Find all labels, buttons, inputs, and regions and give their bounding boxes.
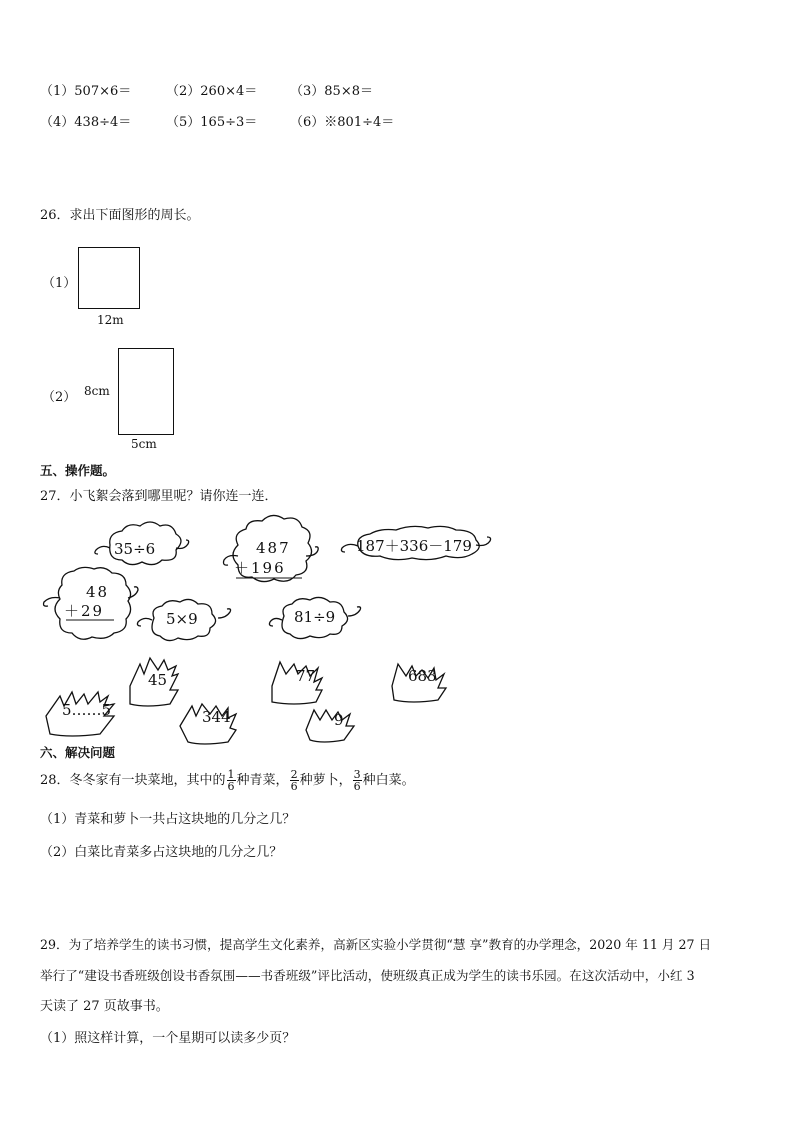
section-title: 五、操作题。 xyxy=(40,463,116,478)
cloud-expression: 187＋336－179 xyxy=(356,537,472,555)
section-title: 六、解决问题 xyxy=(40,745,116,760)
cloud-expression: 487 xyxy=(256,539,291,557)
fraction xyxy=(353,769,362,792)
grass-number: 344 xyxy=(202,708,231,726)
fig2-label: （2） xyxy=(42,390,77,405)
cloud-expression: ＋196 xyxy=(234,559,286,577)
fraction-numerator: 2 xyxy=(290,768,298,781)
rect-height-label: 8cm xyxy=(84,384,110,398)
q29-stem-line: 天读了 27 页故事书。 xyxy=(40,999,169,1014)
q28-subquestion: （1）青菜和萝卜一共占这块地的几分之几？ xyxy=(40,812,296,827)
fraction xyxy=(290,769,299,792)
cloud-stem xyxy=(218,609,231,618)
q28-prefix: 28．冬冬家有一块菜地，其中的 xyxy=(40,773,226,788)
cloud-expression: ＋29 xyxy=(64,602,105,620)
q28-stem xyxy=(40,768,415,794)
q27-title: 27．小飞絮会落到哪里呢？请你连一连． xyxy=(40,489,278,504)
cloud-expression: 35÷6 xyxy=(114,540,156,558)
cloud-expression: 81÷9 xyxy=(294,608,336,626)
cloud-expression: 48 xyxy=(86,583,110,601)
calc-item: （6）※801÷4＝ xyxy=(290,115,395,130)
square-side-label: 12m xyxy=(97,313,124,327)
fraction-numerator: 1 xyxy=(227,768,235,781)
grass-number: 45 xyxy=(148,671,168,689)
fraction-denominator: 6 xyxy=(353,780,361,793)
rect-width-label: 5cm xyxy=(131,437,157,451)
grass-number: 683 xyxy=(408,667,437,685)
q29-stem-line: 举行了“建设书香班级创设书香氛围——书香班级”评比活动，使班级真正成为学生的读书乐园。在这次活动中，小红 3 xyxy=(40,968,695,983)
fraction-denominator: 6 xyxy=(290,780,298,793)
grass-shape xyxy=(306,710,354,742)
grass-number: 9 xyxy=(334,711,344,729)
cloud-expression: 5×9 xyxy=(166,610,198,628)
q28-text: 种萝卜， xyxy=(299,773,352,788)
calc-item: （1）507×6＝ xyxy=(40,84,132,99)
cloud-stem xyxy=(95,546,110,554)
calc-item: （5）165÷3＝ xyxy=(166,115,258,130)
calc-item: （2）260×4＝ xyxy=(166,84,258,99)
q29-subquestion: （1）照这样计算，一个星期可以读多少页？ xyxy=(40,1031,296,1046)
calc-item: （4）438÷4＝ xyxy=(40,115,132,130)
q28-text: 种青菜， xyxy=(236,773,289,788)
q28-subquestion: （2）白菜比青菜多占这块地的几分之几？ xyxy=(40,845,283,860)
fig1-label: （1） xyxy=(42,276,77,291)
cloud-stem xyxy=(476,537,491,546)
cloud-stem xyxy=(137,618,152,626)
q28-text: 种白菜。 xyxy=(362,773,415,788)
grass-number: 5……5 xyxy=(62,701,112,719)
grass-number: 77 xyxy=(296,667,316,685)
q29-stem-line: 29．为了培养学生的读书习惯，提高学生文化素养，高新区实验小学贯彻“慧 享”教育的办学理念，2020 年 11 月 27 日 xyxy=(40,937,712,952)
cloud-stem xyxy=(269,618,282,626)
q26-title: 26．求出下面图形的周长。 xyxy=(40,208,200,223)
cloud-stem xyxy=(348,607,361,616)
calc-item: （3）85×8＝ xyxy=(290,84,373,99)
fraction-numerator: 3 xyxy=(353,768,361,781)
fraction-denominator: 6 xyxy=(227,780,235,793)
fraction xyxy=(227,769,236,792)
